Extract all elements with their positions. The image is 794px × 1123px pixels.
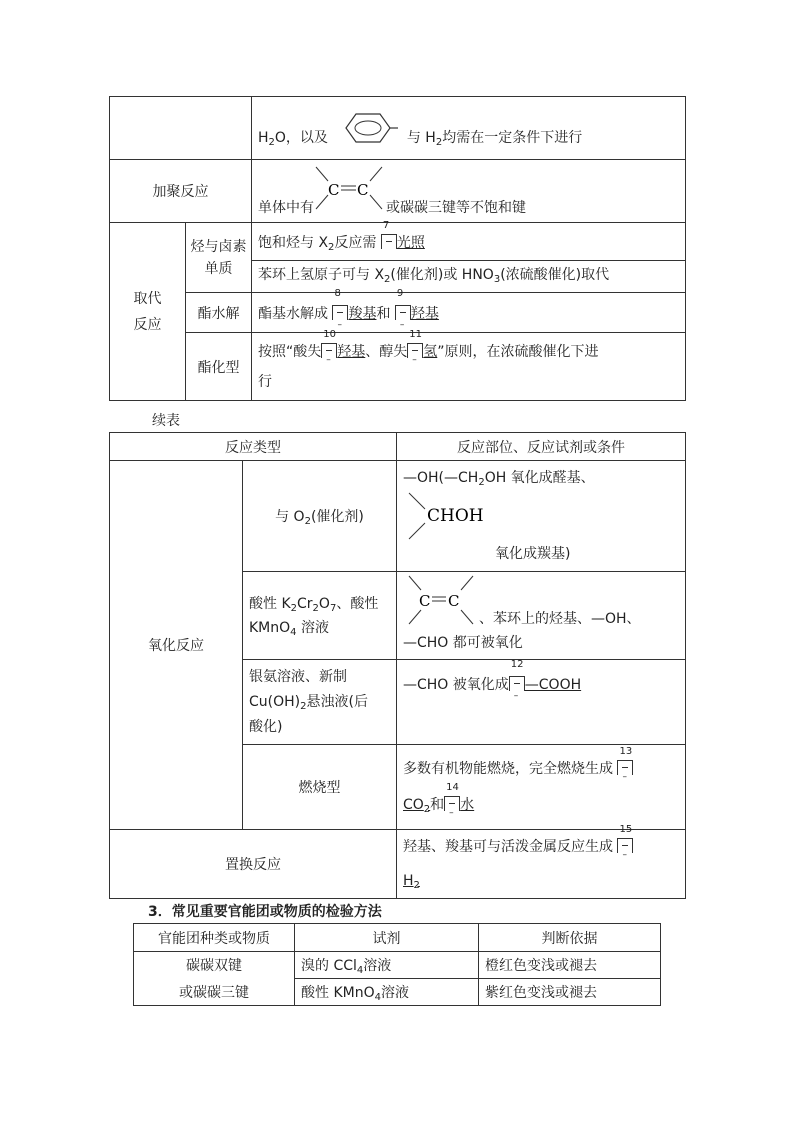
group-cell: 或碳碳三键 <box>134 979 295 1006</box>
basis-cell: 紫红色变浅或褪去 <box>479 979 661 1006</box>
oxidation-label: 氧化反应 <box>110 461 243 830</box>
kmno4-line3: —CHO 都可被氧化 <box>403 635 523 651</box>
table-row <box>110 97 686 160</box>
header-reaction-type: 反应类型 <box>110 433 397 461</box>
table-row <box>110 160 686 223</box>
header-reagent: 试剂 <box>295 924 479 952</box>
section-3-title: 3．常见重要官能团或物质的检验方法 <box>148 904 382 920</box>
benzene-condition-cell: $H_2O$，以及 与 $H_2$均需在一定条件下进行 <box>252 97 686 160</box>
choh-text: CHOH <box>427 506 484 526</box>
answer-blank: 11 – <box>409 328 422 365</box>
continued-label: 续表 <box>152 413 180 429</box>
reaction-table-1 <box>109 96 686 401</box>
replace-detail: 羟基、羧基可与活泼金属反应生成 15 – $H_2$ <box>397 830 686 899</box>
table-row <box>110 223 686 293</box>
alkene-structure-icon <box>314 163 386 219</box>
kmno4-detail: C C 、苯环上的烃基、—OH、 —CHO 都可被氧化 <box>397 572 686 660</box>
basis-cell: 橙红色变浅或褪去 <box>479 952 661 979</box>
halogen-cell: 饱和烃与 $X_2$反应需 7 光照 苯环上氢原子可与 $X_2$(催化剂)或 $HNO_3$(浓硫酸催化)取代 <box>252 223 686 293</box>
answer-blank: 7 <box>381 226 397 260</box>
substitution-label: 取代 反应 <box>110 223 186 401</box>
table-row <box>110 461 686 572</box>
detection-table <box>133 923 661 1006</box>
empty-cell <box>110 97 252 160</box>
esterify-label: 酯化型 <box>186 333 252 401</box>
answer-blank: 15 – <box>619 824 633 860</box>
silver-detail: —CHO 被氧化成 12 – —COOH <box>397 660 686 745</box>
reagent-cell: 酸性 KMnO$_4$溶液 <box>295 979 479 1006</box>
table-row <box>110 830 686 899</box>
kmno4-condition: 酸性 $K_2Cr_2O_7$、酸性 KMnO$_4$ 溶液 <box>243 572 397 660</box>
group-cell: 碳碳双键 <box>134 952 295 979</box>
answer-blank: 8 – <box>332 305 348 322</box>
answer-blank: 13 – <box>619 746 633 782</box>
table-row <box>134 979 661 1006</box>
reagent-cell: 溴的 CCl$_4$溶液 <box>295 952 479 979</box>
table-row <box>110 293 686 333</box>
answer-blank: 9 – <box>395 305 411 322</box>
o2-line3: 氧化成羰基) <box>495 546 571 562</box>
answer-blank: 10 – <box>323 328 336 365</box>
header-group: 官能团种类或物质 <box>134 924 295 952</box>
answer-blank: 14 – <box>446 782 459 818</box>
replace-label: 置换反应 <box>110 830 397 899</box>
addition-poly-cell: 单体中有 C C 或碳碳三键等不饱和键 <box>252 160 686 223</box>
esterify-cell: 按照“酸失 10 – 羟基、醇失 11 – 氢”原则，在浓硫酸催化下进 行 <box>252 333 686 401</box>
alkene-c1: C <box>328 181 340 199</box>
ester-label: 酯水解 <box>186 293 252 333</box>
choh-structure-icon <box>403 487 513 545</box>
halogen-label: 烃与卤素单质 <box>186 223 252 293</box>
combust-label: 燃烧型 <box>243 745 397 830</box>
header-conditions: 反应部位、反应试剂或条件 <box>397 433 686 461</box>
o2-detail: $—OH(—CH_2OH$ 氧化成醛基、 CHOH 氧化成羰基) <box>397 461 686 572</box>
reaction-table-2 <box>109 432 686 899</box>
table-header-row <box>134 924 661 952</box>
alkene-c2: C <box>448 592 460 610</box>
table-row <box>134 952 661 979</box>
silver-condition: 银氨溶液、新制 $Cu(OH)_2$悬浊液(后 酸化) <box>243 660 397 745</box>
table-row <box>110 333 686 401</box>
table-header-row <box>110 433 686 461</box>
benzene-ring-icon <box>334 110 400 146</box>
alkene-c2: C <box>357 181 369 199</box>
combust-detail: 多数有机物能燃烧，完全燃烧生成 13 – $CO_2$和 14 – 水 <box>397 745 686 830</box>
addition-poly-label: 加聚反应 <box>110 160 252 223</box>
o2-condition: 与 $O_2$(催化剂) <box>243 461 397 572</box>
alkene-structure-icon <box>403 574 479 628</box>
header-basis: 判断依据 <box>479 924 661 952</box>
alkene-c1: C <box>419 592 431 610</box>
ester-cell: 酯基水解成 8 – 羧基和 9 – 羟基 <box>252 293 686 333</box>
answer-blank: 12 – <box>510 659 524 701</box>
